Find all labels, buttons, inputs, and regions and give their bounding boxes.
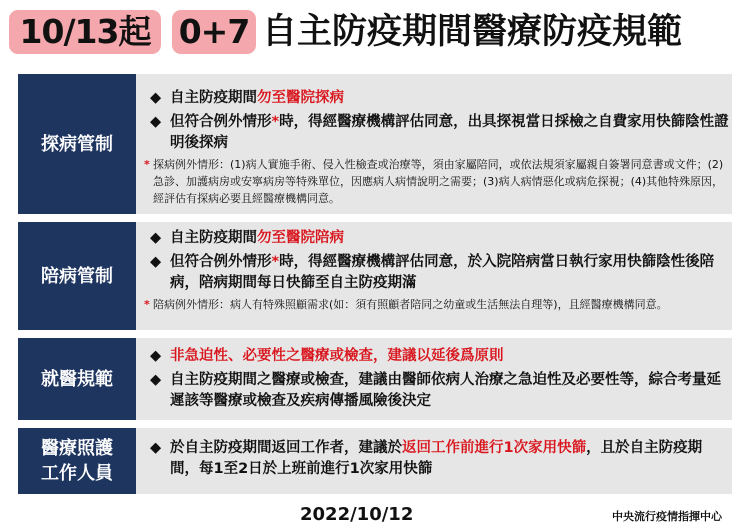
diamond-icon: ◆ (150, 372, 162, 388)
asterisk-icon: * (144, 298, 150, 311)
section-accompanying (18, 222, 732, 330)
bullet-item: ◆ 但符合例外情形*時，得經醫療機構評估同意，於入院陪病當日執行家用快篩陰性後陪病，陪病期間每日快篩至自主防疫期滿 (150, 254, 715, 291)
bullet-item: ◆ 非急迫性、必要性之醫療或檢查，建議以延後爲原則 (150, 346, 730, 367)
section-label: 探病管制 (18, 74, 136, 214)
section-content (136, 74, 732, 214)
exception-note: * 陪病例外情形：病人有特殊照顧需求(如：須有照顧者陪同之幼童或生活無法自理等)，且經醫療機構同意。 (144, 298, 668, 311)
exception-note: * 探病例外情形：(1)病人實施手術、侵入性檢查或治療等，須由家屬陪同，或依法規須家屬親自簽署同意書或文件；(2)急診、加護病房或安寧病房等特殊單位，因應病人病情說明之需要；(3)病人病情惡化或病危探視；(4)其他特殊原因，經評估有探病必要且經醫療機構同意。 (144, 158, 724, 205)
bullet-item: ◆ 自主防疫期間之醫療或檢查，建議由醫師依病人治療之急迫性及必要性等，綜合考量延遲該等醫療或檢查及疾病傳播風險後決定 (150, 372, 721, 409)
diamond-icon: ◆ (150, 440, 162, 456)
diamond-icon: ◆ (150, 90, 162, 106)
rule-badge: 0+7 (172, 10, 256, 54)
bullet-item: ◆ 於自主防疫期間返回工作者，建議於返回工作前進行1次家用快篩，且於自主防疫期間，每1至2日於上班前進行1次家用快篩 (150, 440, 703, 477)
header (0, 0, 750, 62)
bullet-item: ◆ 自主防疫期間勿至醫院探病 (150, 88, 730, 109)
asterisk-icon: * (144, 158, 150, 171)
section-label: 陪病管制 (18, 222, 136, 330)
diamond-icon: ◆ (150, 348, 162, 364)
page-title: 自主防疫期間醫療防疫規範 (262, 12, 683, 52)
section-content (136, 222, 732, 330)
section-label: 醫療照護 工作人員 (18, 428, 136, 494)
section-label: 就醫規範 (18, 338, 136, 420)
organization-name: 中央流行疫情指揮中心 (612, 510, 722, 523)
section-medical-care (18, 338, 732, 420)
diamond-icon: ◆ (150, 114, 162, 130)
section-healthcare-workers (18, 428, 732, 494)
publish-date: 2022/10/12 (300, 504, 414, 525)
section-visiting (18, 74, 732, 214)
regulation-table (18, 74, 732, 494)
date-badge: 10/13起 (9, 10, 161, 54)
bullet-item: ◆ 自主防疫期間勿至醫院陪病 (150, 228, 730, 249)
section-content (136, 338, 732, 420)
diamond-icon: ◆ (150, 254, 162, 270)
diamond-icon: ◆ (150, 230, 162, 246)
section-content (136, 428, 732, 494)
bullet-item: ◆ 但符合例外情形*時，得經醫療機構評估同意，出具探視當日採檢之自費家用快篩陰性證明後探病 (150, 114, 729, 151)
